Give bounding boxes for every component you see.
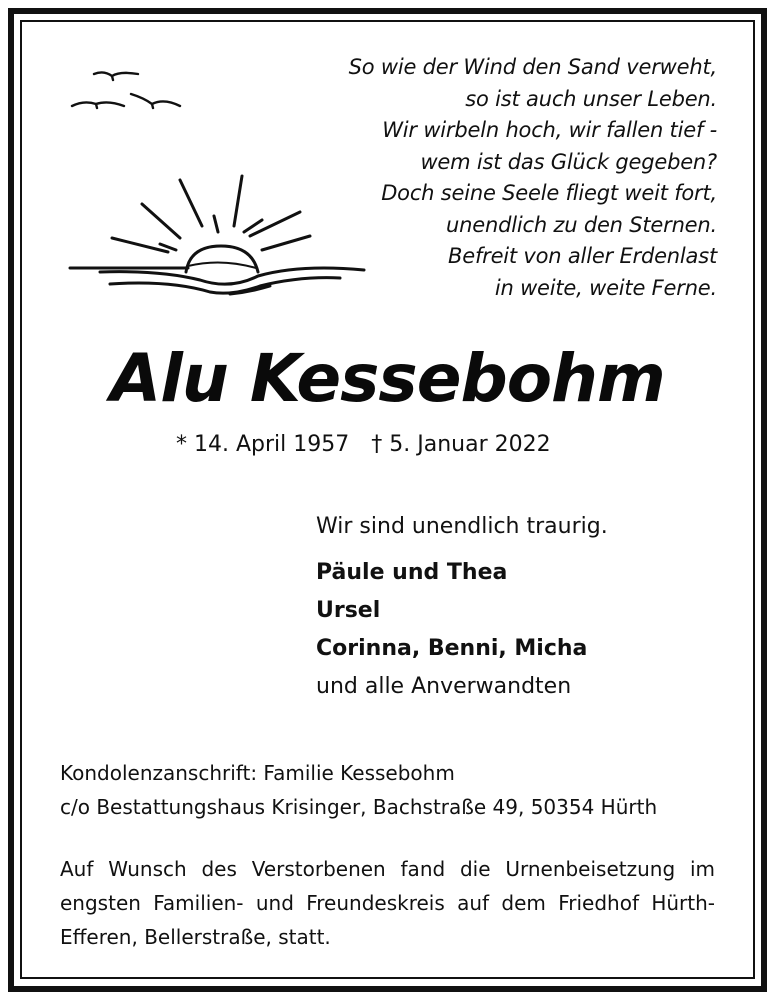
life-dates bbox=[176, 432, 551, 457]
poem-line: unendlich zu den Sternen. bbox=[446, 212, 717, 237]
poem-line: wem ist das Glück gegeben? bbox=[420, 149, 717, 174]
condolence-line: Kondolenzanschrift: Familie Kessebohm bbox=[60, 761, 455, 785]
mourners-closing: und alle Anverwandten bbox=[316, 674, 572, 699]
poem-line: Wir wirbeln hoch, wir fallen tief - bbox=[382, 118, 717, 142]
mourner-name: Päule und Thea bbox=[316, 560, 508, 585]
poem-line: so ist auch unser Leben. bbox=[465, 86, 717, 111]
deceased-name: Alu Kessebohm bbox=[110, 340, 665, 417]
poem-line: in weite, weite Ferne. bbox=[494, 275, 717, 300]
poem bbox=[349, 52, 717, 304]
condolence-line: c/o Bestattungshaus Krisinger, Bachstraße 49, 50354 Hürth bbox=[60, 795, 658, 819]
birds-icon bbox=[72, 72, 180, 108]
death-date: † 5. Januar 2022 bbox=[371, 432, 551, 457]
burial-notice: Auf Wunsch des Verstorbenen fand die Urnenbeisetzung im engsten Familien- und Freundeskreis auf dem Friedhof Hürth-Efferen, Bellerstraße, statt. bbox=[60, 857, 715, 949]
mourner-name: Ursel bbox=[316, 598, 381, 623]
sunset-icon bbox=[70, 176, 364, 294]
poem-line: So wie der Wind den Sand verweht, bbox=[348, 55, 717, 79]
condolence-address bbox=[60, 756, 657, 824]
mourning-statement: Wir sind unendlich traurig. bbox=[316, 514, 608, 539]
birth-date: * 14. April 1957 bbox=[176, 432, 350, 457]
poem-line: Befreit von aller Erdenlast bbox=[448, 244, 717, 268]
mourners-block bbox=[316, 508, 608, 706]
mourner-name: Corinna, Benni, Micha bbox=[316, 636, 588, 661]
poem-line: Doch seine Seele fliegt weit fort, bbox=[381, 181, 717, 205]
